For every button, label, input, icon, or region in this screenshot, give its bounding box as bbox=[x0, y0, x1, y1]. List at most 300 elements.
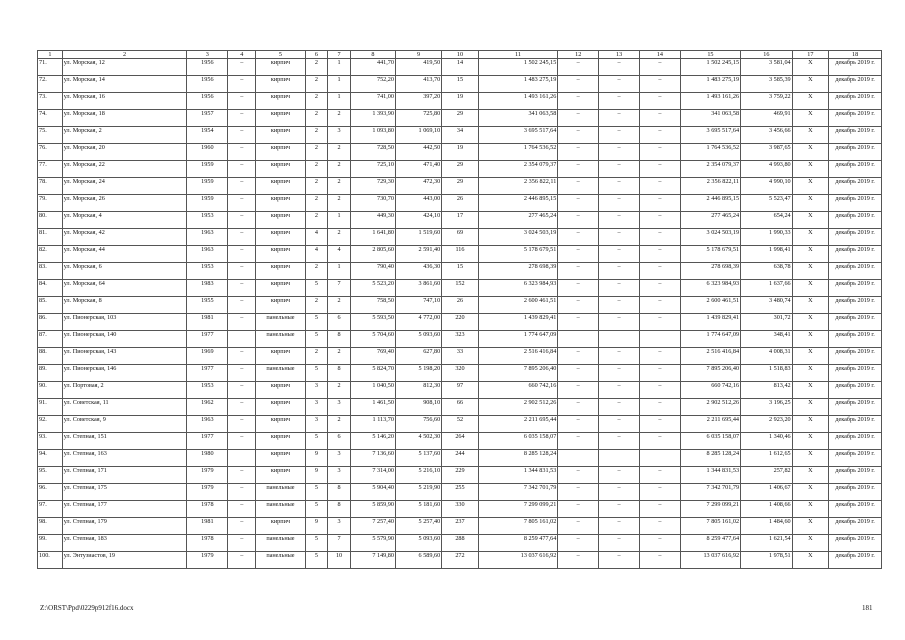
col-17-cell: Х bbox=[792, 450, 829, 467]
cost-per-sqm-cell: 654,24 bbox=[741, 212, 793, 229]
col-13-cell: – bbox=[599, 110, 640, 127]
row-number-cell: 75. bbox=[38, 127, 63, 144]
col-13-cell: – bbox=[599, 280, 640, 297]
address-cell: ул. Морская, 24 bbox=[62, 178, 187, 195]
floors-cell: 4 bbox=[305, 229, 328, 246]
deadline-cell: декабрь 2019 г. bbox=[829, 127, 882, 144]
deadline-cell: декабрь 2019 г. bbox=[829, 263, 882, 280]
deadline-cell: декабрь 2019 г. bbox=[829, 484, 882, 501]
cost-sum-cell: 341 063,58 bbox=[680, 110, 740, 127]
year-built-cell: 1953 bbox=[187, 382, 228, 399]
floors-cell: 9 bbox=[305, 467, 328, 484]
col-14-cell: – bbox=[639, 59, 680, 76]
cost-sum-cell: 278 698,39 bbox=[680, 263, 740, 280]
table-row bbox=[38, 110, 882, 127]
year-built-cell: 1980 bbox=[187, 450, 228, 467]
cost-sum-cell: 5 178 679,51 bbox=[680, 246, 740, 263]
cost-per-sqm-cell: 1 978,51 bbox=[741, 552, 793, 569]
cost-total-cell: 5 178 679,51 bbox=[478, 246, 558, 263]
residents-cell: 264 bbox=[442, 433, 479, 450]
deadline-cell: декабрь 2019 г. bbox=[829, 314, 882, 331]
entrances-cell: 1 bbox=[328, 263, 351, 280]
deadline-cell: декабрь 2019 г. bbox=[829, 365, 882, 382]
address-cell: ул. Пионерская, 146 bbox=[62, 365, 187, 382]
col-14-cell: – bbox=[639, 127, 680, 144]
total-area-cell: 758,50 bbox=[350, 297, 395, 314]
column-header-4: 4 bbox=[228, 51, 256, 59]
table-row bbox=[38, 348, 882, 365]
cost-sum-cell: 1 439 829,41 bbox=[680, 314, 740, 331]
cost-sum-cell: 2 211 695,44 bbox=[680, 416, 740, 433]
col-14-cell: – bbox=[639, 110, 680, 127]
table-row bbox=[38, 212, 882, 229]
col-14-cell: – bbox=[639, 195, 680, 212]
row-number-cell: 94. bbox=[38, 450, 63, 467]
cost-per-sqm-cell: 1 518,83 bbox=[741, 365, 793, 382]
cost-per-sqm-cell: 1 340,46 bbox=[741, 433, 793, 450]
col-17-cell: Х bbox=[792, 365, 829, 382]
cost-per-sqm-cell: 1 637,66 bbox=[741, 280, 793, 297]
year-built-cell: 1959 bbox=[187, 178, 228, 195]
col-14-cell: – bbox=[639, 314, 680, 331]
col-17-cell: Х bbox=[792, 246, 829, 263]
col-4-cell: – bbox=[228, 297, 256, 314]
living-area-cell: 471,40 bbox=[395, 161, 441, 178]
entrances-cell: 2 bbox=[328, 161, 351, 178]
cost-total-cell: 3 695 517,64 bbox=[478, 127, 558, 144]
cost-per-sqm-cell: 301,72 bbox=[741, 314, 793, 331]
entrances-cell: 3 bbox=[328, 399, 351, 416]
deadline-cell: декабрь 2019 г. bbox=[829, 399, 882, 416]
entrances-cell: 2 bbox=[328, 144, 351, 161]
housing-table bbox=[37, 50, 882, 569]
wall-material-cell: кирпич bbox=[256, 76, 305, 93]
col-12-cell: – bbox=[558, 195, 599, 212]
cost-total-cell: 6 035 158,07 bbox=[478, 433, 558, 450]
cost-per-sqm-cell: 3 759,22 bbox=[741, 93, 793, 110]
col-13-cell: – bbox=[599, 501, 640, 518]
col-17-cell: Х bbox=[792, 535, 829, 552]
entrances-cell: 8 bbox=[328, 365, 351, 382]
col-14-cell: – bbox=[639, 280, 680, 297]
cost-per-sqm-cell: 1 990,33 bbox=[741, 229, 793, 246]
col-12-cell: – bbox=[558, 144, 599, 161]
cost-sum-cell: 7 805 161,02 bbox=[680, 518, 740, 535]
col-17-cell: Х bbox=[792, 263, 829, 280]
col-13-cell: – bbox=[599, 518, 640, 535]
floors-cell: 3 bbox=[305, 382, 328, 399]
wall-material-cell: кирпич bbox=[256, 467, 305, 484]
col-17-cell: Х bbox=[792, 195, 829, 212]
total-area-cell: 1 040,50 bbox=[350, 382, 395, 399]
row-number-cell: 71. bbox=[38, 59, 63, 76]
col-4-cell: – bbox=[228, 365, 256, 382]
address-cell: ул. Морская, 44 bbox=[62, 246, 187, 263]
cost-per-sqm-cell: 4 990,10 bbox=[741, 178, 793, 195]
col-14-cell: – bbox=[639, 382, 680, 399]
floors-cell: 4 bbox=[305, 246, 328, 263]
col-4-cell: – bbox=[228, 229, 256, 246]
header-row bbox=[38, 51, 882, 59]
total-area-cell: 1 113,70 bbox=[350, 416, 395, 433]
floors-cell: 2 bbox=[305, 297, 328, 314]
living-area-cell: 5 181,60 bbox=[395, 501, 441, 518]
deadline-cell: декабрь 2019 г. bbox=[829, 382, 882, 399]
wall-material-cell: панельные bbox=[256, 365, 305, 382]
entrances-cell: 2 bbox=[328, 297, 351, 314]
wall-material-cell: кирпич bbox=[256, 263, 305, 280]
cost-total-cell: 341 063,58 bbox=[478, 110, 558, 127]
deadline-cell: декабрь 2019 г. bbox=[829, 518, 882, 535]
living-area-cell: 419,50 bbox=[395, 59, 441, 76]
living-area-cell: 472,30 bbox=[395, 178, 441, 195]
floors-cell: 2 bbox=[305, 59, 328, 76]
total-area-cell: 2 805,60 bbox=[350, 246, 395, 263]
table-row bbox=[38, 280, 882, 297]
living-area-cell: 5 093,60 bbox=[395, 331, 441, 348]
col-17-cell: Х bbox=[792, 501, 829, 518]
col-12-cell: – bbox=[558, 399, 599, 416]
residents-cell: 330 bbox=[442, 501, 479, 518]
cost-total-cell: 7 342 701,79 bbox=[478, 484, 558, 501]
col-13-cell: – bbox=[599, 314, 640, 331]
wall-material-cell: кирпич bbox=[256, 297, 305, 314]
table-row bbox=[38, 93, 882, 110]
row-number-cell: 82. bbox=[38, 246, 63, 263]
col-4-cell bbox=[228, 450, 256, 467]
table-row bbox=[38, 178, 882, 195]
cost-total-cell: 2 600 461,51 bbox=[478, 297, 558, 314]
living-area-cell: 3 861,60 bbox=[395, 280, 441, 297]
table-row bbox=[38, 484, 882, 501]
col-4-cell: – bbox=[228, 76, 256, 93]
year-built-cell: 1979 bbox=[187, 484, 228, 501]
address-cell: ул. Степная, 175 bbox=[62, 484, 187, 501]
col-4-cell: – bbox=[228, 348, 256, 365]
living-area-cell: 5 219,90 bbox=[395, 484, 441, 501]
row-number-cell: 78. bbox=[38, 178, 63, 195]
floors-cell: 2 bbox=[305, 144, 328, 161]
col-17-cell: Х bbox=[792, 178, 829, 195]
col-14-cell: – bbox=[639, 484, 680, 501]
floors-cell: 5 bbox=[305, 314, 328, 331]
cost-sum-cell: 7 895 206,40 bbox=[680, 365, 740, 382]
deadline-cell: декабрь 2019 г. bbox=[829, 331, 882, 348]
col-4-cell: – bbox=[228, 484, 256, 501]
entrances-cell: 8 bbox=[328, 484, 351, 501]
total-area-cell: 5 824,70 bbox=[350, 365, 395, 382]
wall-material-cell: кирпич bbox=[256, 59, 305, 76]
residents-cell: 320 bbox=[442, 365, 479, 382]
living-area-cell: 5 257,40 bbox=[395, 518, 441, 535]
col-17-cell: Х bbox=[792, 433, 829, 450]
cost-total-cell: 1 502 245,15 bbox=[478, 59, 558, 76]
living-area-cell: 812,30 bbox=[395, 382, 441, 399]
cost-total-cell: 1 483 275,19 bbox=[478, 76, 558, 93]
col-12-cell: – bbox=[558, 161, 599, 178]
table-row bbox=[38, 535, 882, 552]
wall-material-cell: кирпич bbox=[256, 178, 305, 195]
floors-cell: 2 bbox=[305, 127, 328, 144]
col-13-cell: – bbox=[599, 229, 640, 246]
col-14-cell: – bbox=[639, 552, 680, 569]
living-area-cell: 627,80 bbox=[395, 348, 441, 365]
entrances-cell: 6 bbox=[328, 314, 351, 331]
wall-material-cell: кирпич bbox=[256, 399, 305, 416]
address-cell: ул. Морская, 16 bbox=[62, 93, 187, 110]
cost-total-cell: 7 895 206,40 bbox=[478, 365, 558, 382]
wall-material-cell: кирпич bbox=[256, 280, 305, 297]
floors-cell: 5 bbox=[305, 552, 328, 569]
living-area-cell: 4 502,30 bbox=[395, 433, 441, 450]
living-area-cell: 424,10 bbox=[395, 212, 441, 229]
cost-total-cell: 278 698,39 bbox=[478, 263, 558, 280]
row-number-cell: 86. bbox=[38, 314, 63, 331]
col-17-cell: Х bbox=[792, 229, 829, 246]
page-number: 181 bbox=[862, 604, 873, 612]
deadline-cell: декабрь 2019 г. bbox=[829, 535, 882, 552]
wall-material-cell: кирпич bbox=[256, 450, 305, 467]
col-17-cell: Х bbox=[792, 93, 829, 110]
col-14-cell: – bbox=[639, 433, 680, 450]
table-row bbox=[38, 416, 882, 433]
col-13-cell: – bbox=[599, 399, 640, 416]
col-14-cell: – bbox=[639, 263, 680, 280]
col-14-cell: – bbox=[639, 297, 680, 314]
table-row bbox=[38, 144, 882, 161]
cost-sum-cell: 1 493 161,26 bbox=[680, 93, 740, 110]
residents-cell: 97 bbox=[442, 382, 479, 399]
column-header-15: 15 bbox=[680, 51, 740, 59]
row-number-cell: 79. bbox=[38, 195, 63, 212]
col-17-cell: Х bbox=[792, 314, 829, 331]
col-17-cell: Х bbox=[792, 331, 829, 348]
living-area-cell: 413,70 bbox=[395, 76, 441, 93]
floors-cell: 2 bbox=[305, 348, 328, 365]
cost-per-sqm-cell: 5 523,47 bbox=[741, 195, 793, 212]
col-12-cell: – bbox=[558, 416, 599, 433]
row-number-cell: 85. bbox=[38, 297, 63, 314]
cost-per-sqm-cell: 3 480,74 bbox=[741, 297, 793, 314]
col-12-cell: – bbox=[558, 178, 599, 195]
col-13-cell: – bbox=[599, 297, 640, 314]
year-built-cell: 1969 bbox=[187, 348, 228, 365]
col-12-cell: – bbox=[558, 382, 599, 399]
year-built-cell: 1983 bbox=[187, 280, 228, 297]
cost-sum-cell: 8 285 128,24 bbox=[680, 450, 740, 467]
cost-total-cell: 2 902 512,26 bbox=[478, 399, 558, 416]
entrances-cell: 3 bbox=[328, 450, 351, 467]
residents-cell: 29 bbox=[442, 178, 479, 195]
cost-sum-cell: 3 024 503,19 bbox=[680, 229, 740, 246]
row-number-cell: 90. bbox=[38, 382, 63, 399]
table-row bbox=[38, 450, 882, 467]
residents-cell: 26 bbox=[442, 297, 479, 314]
table-row bbox=[38, 467, 882, 484]
cost-total-cell: 2 516 416,84 bbox=[478, 348, 558, 365]
col-12-cell bbox=[558, 450, 599, 467]
table-row bbox=[38, 127, 882, 144]
residents-cell: 272 bbox=[442, 552, 479, 569]
col-17-cell: Х bbox=[792, 59, 829, 76]
entrances-cell: 1 bbox=[328, 59, 351, 76]
col-4-cell: – bbox=[228, 433, 256, 450]
col-17-cell: Х bbox=[792, 552, 829, 569]
cost-total-cell: 277 465,24 bbox=[478, 212, 558, 229]
living-area-cell: 1 519,60 bbox=[395, 229, 441, 246]
col-4-cell: – bbox=[228, 212, 256, 229]
col-13-cell: – bbox=[599, 365, 640, 382]
cost-sum-cell: 3 695 517,64 bbox=[680, 127, 740, 144]
address-cell: ул. Морская, 12 bbox=[62, 59, 187, 76]
col-4-cell: – bbox=[228, 161, 256, 178]
residents-cell: 116 bbox=[442, 246, 479, 263]
col-13-cell: – bbox=[599, 263, 640, 280]
year-built-cell: 1953 bbox=[187, 212, 228, 229]
table-row bbox=[38, 76, 882, 93]
floors-cell: 5 bbox=[305, 501, 328, 518]
cost-total-cell: 1 493 161,26 bbox=[478, 93, 558, 110]
entrances-cell: 10 bbox=[328, 552, 351, 569]
total-area-cell: 769,40 bbox=[350, 348, 395, 365]
entrances-cell: 2 bbox=[328, 416, 351, 433]
total-area-cell: 5 593,50 bbox=[350, 314, 395, 331]
total-area-cell: 725,10 bbox=[350, 161, 395, 178]
floors-cell: 9 bbox=[305, 518, 328, 535]
col-4-cell: – bbox=[228, 280, 256, 297]
living-area-cell: 443,00 bbox=[395, 195, 441, 212]
total-area-cell: 5 704,60 bbox=[350, 331, 395, 348]
row-number-cell: 99. bbox=[38, 535, 63, 552]
col-12-cell: – bbox=[558, 93, 599, 110]
total-area-cell: 729,30 bbox=[350, 178, 395, 195]
address-cell: ул. Морская, 20 bbox=[62, 144, 187, 161]
row-number-cell: 89. bbox=[38, 365, 63, 382]
cost-sum-cell: 2 354 079,37 bbox=[680, 161, 740, 178]
cost-per-sqm-cell: 1 621,54 bbox=[741, 535, 793, 552]
residents-cell: 237 bbox=[442, 518, 479, 535]
wall-material-cell: панельные bbox=[256, 314, 305, 331]
address-cell: ул. Степная, 177 bbox=[62, 501, 187, 518]
wall-material-cell: кирпич bbox=[256, 246, 305, 263]
residents-cell: 220 bbox=[442, 314, 479, 331]
address-cell: ул. Морская, 6 bbox=[62, 263, 187, 280]
col-14-cell: – bbox=[639, 93, 680, 110]
total-area-cell: 741,00 bbox=[350, 93, 395, 110]
total-area-cell: 730,70 bbox=[350, 195, 395, 212]
column-header-3: 3 bbox=[187, 51, 228, 59]
col-12-cell: – bbox=[558, 280, 599, 297]
deadline-cell: декабрь 2019 г. bbox=[829, 416, 882, 433]
col-12-cell: – bbox=[558, 229, 599, 246]
year-built-cell: 1962 bbox=[187, 399, 228, 416]
living-area-cell: 5 216,10 bbox=[395, 467, 441, 484]
row-number-cell: 76. bbox=[38, 144, 63, 161]
residents-cell: 15 bbox=[442, 76, 479, 93]
total-area-cell: 7 149,80 bbox=[350, 552, 395, 569]
wall-material-cell: кирпич bbox=[256, 212, 305, 229]
cost-sum-cell: 1 344 831,53 bbox=[680, 467, 740, 484]
col-14-cell: – bbox=[639, 246, 680, 263]
entrances-cell: 4 bbox=[328, 246, 351, 263]
column-header-17: 17 bbox=[792, 51, 829, 59]
wall-material-cell: кирпич bbox=[256, 110, 305, 127]
col-13-cell: – bbox=[599, 433, 640, 450]
entrances-cell: 7 bbox=[328, 280, 351, 297]
col-17-cell: Х bbox=[792, 399, 829, 416]
wall-material-cell: кирпич bbox=[256, 93, 305, 110]
residents-cell: 33 bbox=[442, 348, 479, 365]
deadline-cell: декабрь 2019 г. bbox=[829, 501, 882, 518]
col-12-cell: – bbox=[558, 263, 599, 280]
total-area-cell: 5 579,90 bbox=[350, 535, 395, 552]
row-number-cell: 88. bbox=[38, 348, 63, 365]
row-number-cell: 83. bbox=[38, 263, 63, 280]
cost-per-sqm-cell: 3 585,39 bbox=[741, 76, 793, 93]
cost-sum-cell: 1 483 275,19 bbox=[680, 76, 740, 93]
col-17-cell: Х bbox=[792, 110, 829, 127]
deadline-cell: декабрь 2019 г. bbox=[829, 433, 882, 450]
total-area-cell: 1 393,90 bbox=[350, 110, 395, 127]
column-header-8: 8 bbox=[350, 51, 395, 59]
cost-sum-cell: 6 323 984,93 bbox=[680, 280, 740, 297]
table-row bbox=[38, 246, 882, 263]
deadline-cell: декабрь 2019 г. bbox=[829, 144, 882, 161]
col-13-cell: – bbox=[599, 161, 640, 178]
residents-cell: 69 bbox=[442, 229, 479, 246]
col-12-cell: – bbox=[558, 518, 599, 535]
col-13-cell: – bbox=[599, 382, 640, 399]
table-row bbox=[38, 297, 882, 314]
table-row bbox=[38, 195, 882, 212]
deadline-cell: декабрь 2019 г. bbox=[829, 178, 882, 195]
col-12-cell: – bbox=[558, 127, 599, 144]
row-number-cell: 96. bbox=[38, 484, 63, 501]
year-built-cell: 1977 bbox=[187, 433, 228, 450]
col-14-cell: – bbox=[639, 399, 680, 416]
cost-total-cell: 2 354 079,37 bbox=[478, 161, 558, 178]
row-number-cell: 80. bbox=[38, 212, 63, 229]
row-number-cell: 93. bbox=[38, 433, 63, 450]
table-row bbox=[38, 263, 882, 280]
col-4-cell: – bbox=[228, 416, 256, 433]
year-built-cell: 1963 bbox=[187, 229, 228, 246]
deadline-cell: декабрь 2019 г. bbox=[829, 195, 882, 212]
row-number-cell: 87. bbox=[38, 331, 63, 348]
residents-cell: 255 bbox=[442, 484, 479, 501]
floors-cell: 5 bbox=[305, 280, 328, 297]
wall-material-cell: кирпич bbox=[256, 518, 305, 535]
col-12-cell: – bbox=[558, 348, 599, 365]
cost-total-cell: 8 259 477,64 bbox=[478, 535, 558, 552]
total-area-cell: 1 641,80 bbox=[350, 229, 395, 246]
deadline-cell: декабрь 2019 г. bbox=[829, 246, 882, 263]
total-area-cell: 7 314,00 bbox=[350, 467, 395, 484]
total-area-cell: 5 859,90 bbox=[350, 501, 395, 518]
living-area-cell: 2 591,40 bbox=[395, 246, 441, 263]
entrances-cell: 3 bbox=[328, 127, 351, 144]
cost-sum-cell: 2 356 822,11 bbox=[680, 178, 740, 195]
col-17-cell: Х bbox=[792, 297, 829, 314]
col-12-cell: – bbox=[558, 433, 599, 450]
year-built-cell: 1954 bbox=[187, 127, 228, 144]
floors-cell: 3 bbox=[305, 416, 328, 433]
row-number-cell: 74. bbox=[38, 110, 63, 127]
table-row bbox=[38, 552, 882, 569]
col-17-cell: Х bbox=[792, 127, 829, 144]
cost-total-cell: 2 446 895,15 bbox=[478, 195, 558, 212]
year-built-cell: 1977 bbox=[187, 331, 228, 348]
